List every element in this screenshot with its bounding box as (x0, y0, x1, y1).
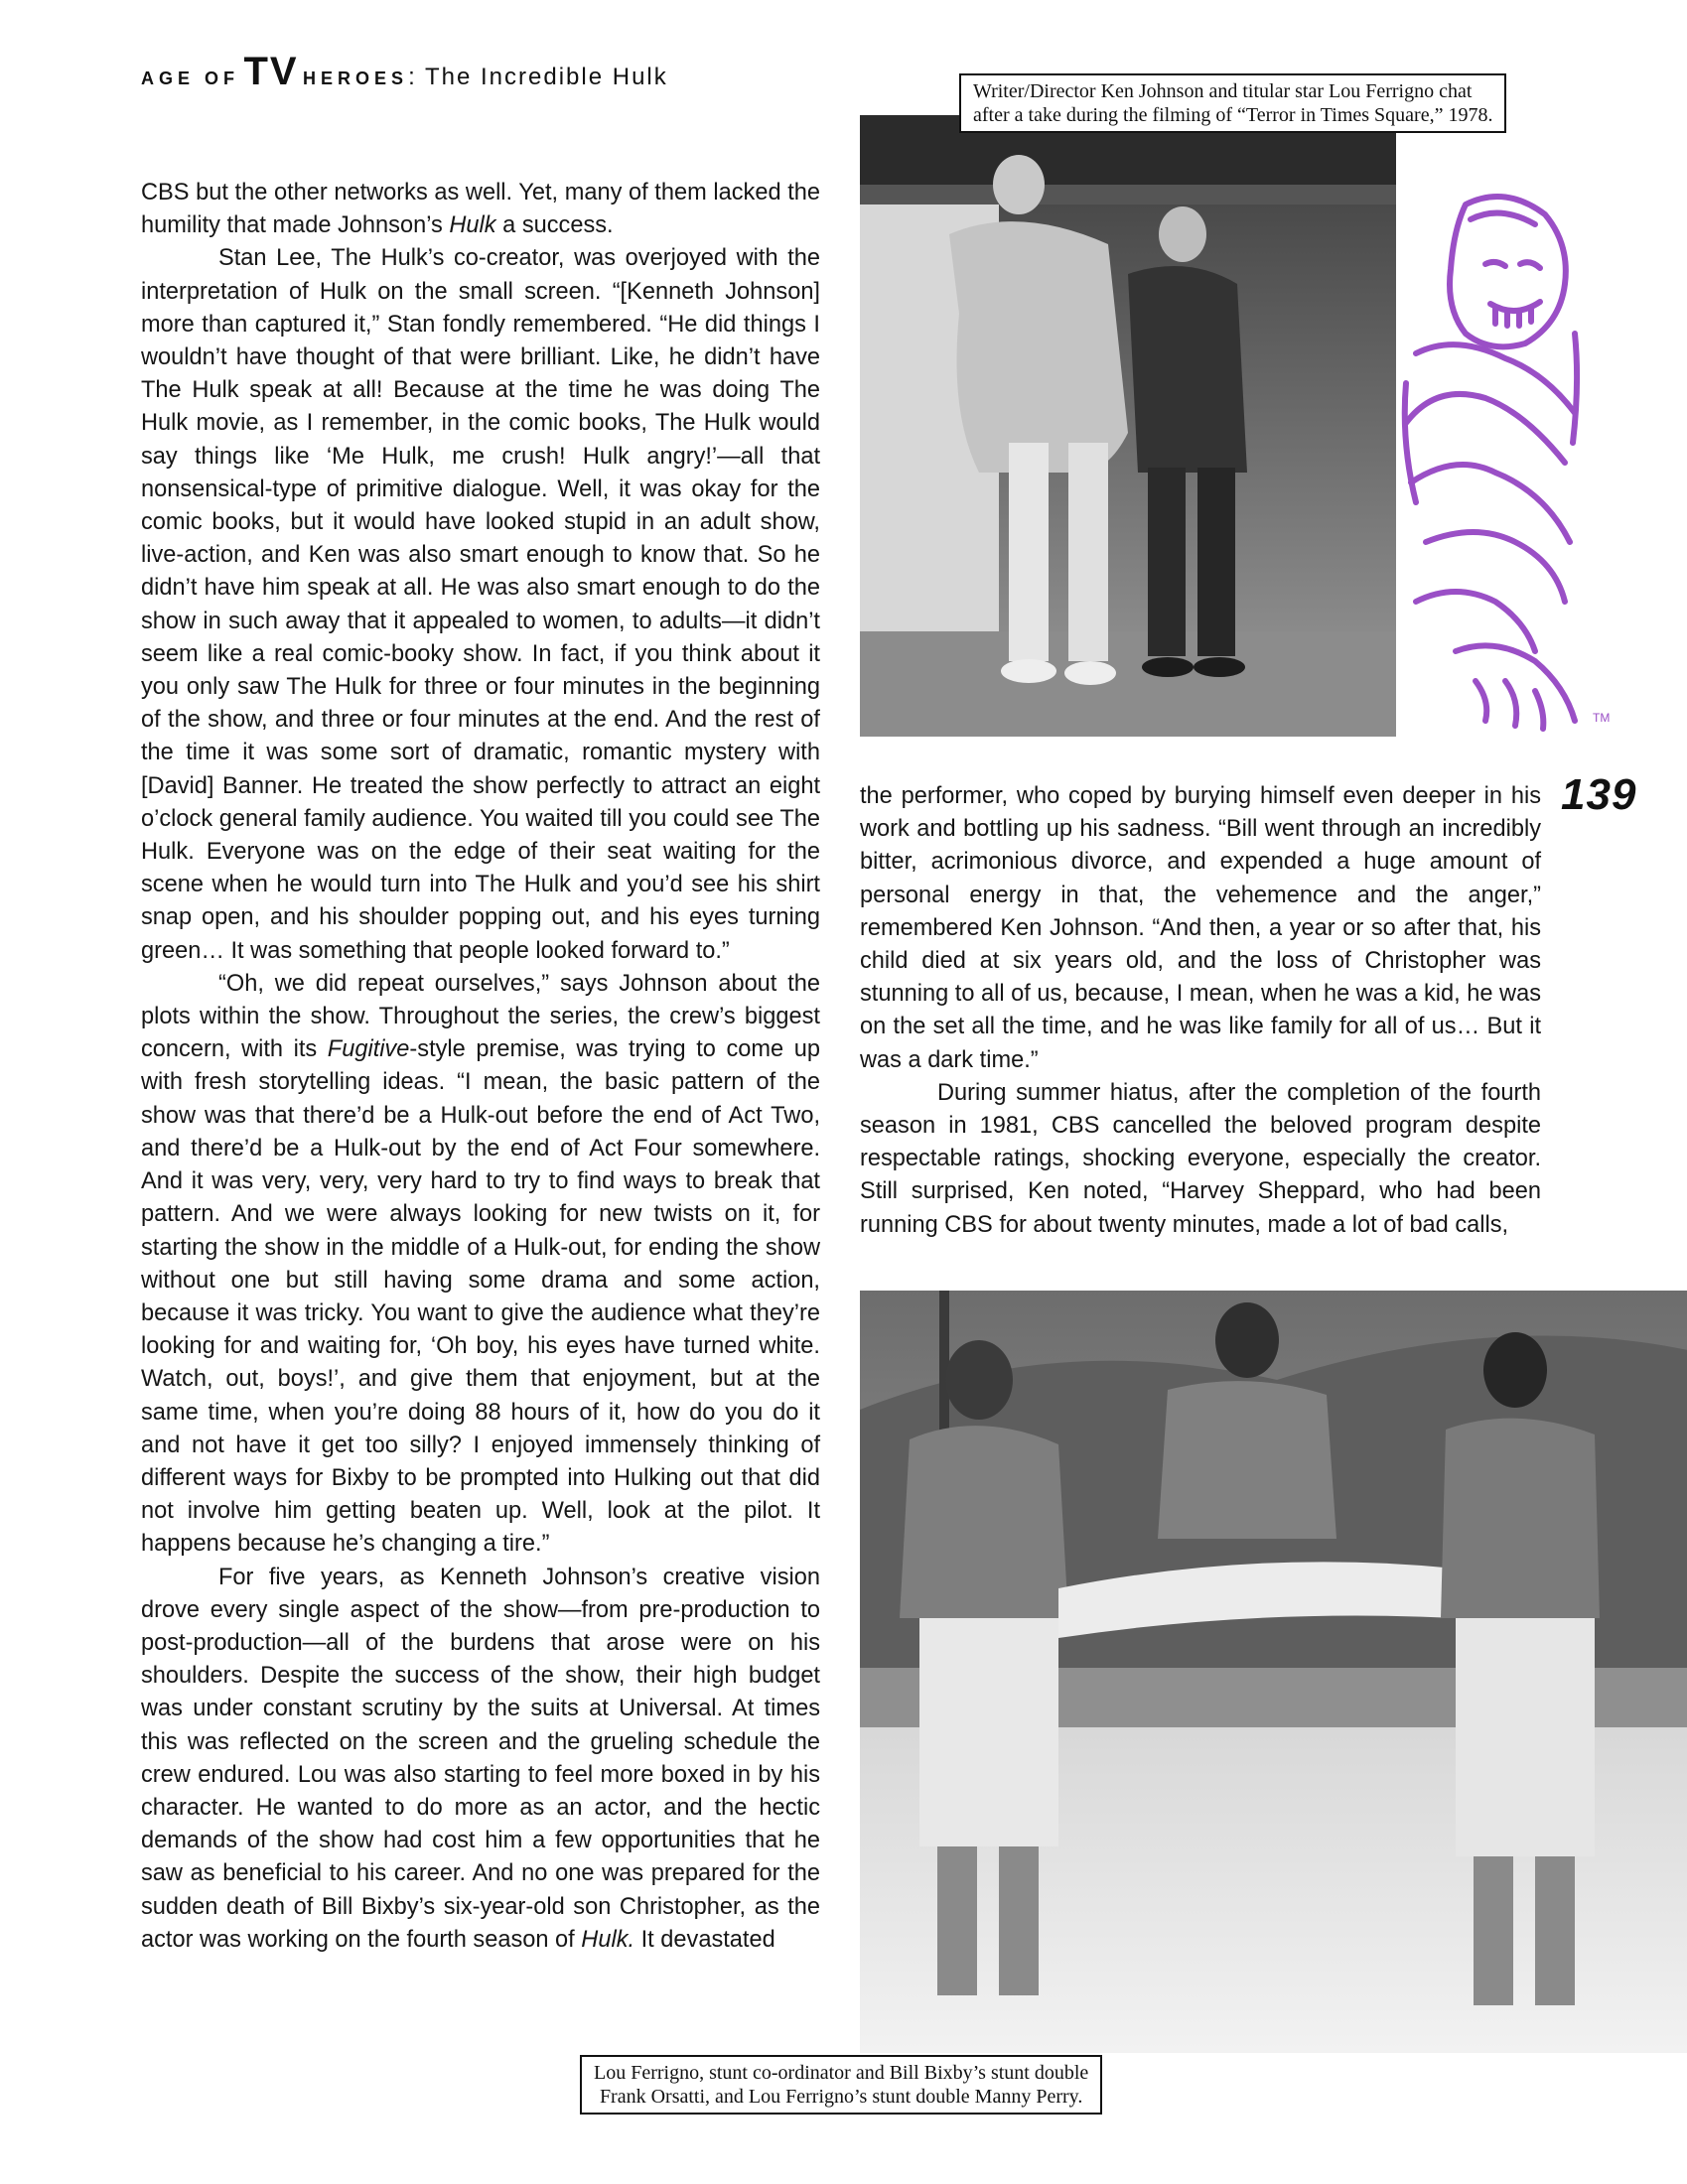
left-paragraph-2: Stan Lee, The Hulk’s co-creator, was overjoyed with the interpretation of Hulk on the small screen. “[Kenneth Johnson] more than captured it,” Stan fondly remembered. “He did things I wouldn’t have thought of that were brilliant. Like, he didn’t have The Hulk speak at all! Because at the time he was doing The Hulk movie, as I remember, in the comic books, The Hulk would say things like ‘Me Hulk, me crush! Hulk angry!’—all that nonsensical-type of primitive dialogue. Well, it was okay for the comic books, but it would have looked stupid in an adult show, live-action, and Ken was also smart enough to know that. So he didn’t have him speak at all. He was also smart enough to do the show in such away that it appealed to women, to adults—it didn’t seem like a real comic-booky show. In fact, if you think about it you only saw The Hulk for three or four minutes in the beginning of the show, and three or four minutes at the end. And the rest of the time it was some sort of dramatic, romantic mystery with [David] Banner. He treated the show perfectly to attract an eight o’clock general family audience. You waited till you could see The Hulk. Everyone was on the edge of their seat waiting for the scene when he would turn into The Hulk and you’d see his shirt snap open, and his shoulder popping out, and his eyes turning green… It was something that people looked forward to.” (141, 245, 820, 964)
header-subtitle: : The Incredible Hulk (408, 64, 668, 90)
article-right-column (860, 780, 1541, 1242)
article-left-column (141, 177, 820, 1957)
photo-ferrigno-stunt-doubles (860, 1291, 1687, 2053)
running-header (141, 50, 668, 94)
header-tv: TV (243, 50, 299, 93)
right-paragraph-2: During summer hiatus, after the completion of the fourth season in 1981, CBS cancelled the beloved program despite respectable ratings, shocking everyone, especially the creator. Still surprised, Ken noted, “Harvey Sheppard, who had been running CBS for about twenty minutes, made a lot of bad calls, (860, 1079, 1541, 1238)
page-number: 139 (1561, 770, 1637, 819)
left-paragraph-4: For five years, as Kenneth Johnson’s creative vision drove every single aspect of the show—from pre-production to post-production—all of the burdens that arose were on his shoulders. Despite the success of the show, their high budget was under constant scrutiny by the suits at Universal. At times this was reflected on the screen and the grueling schedule the crew endured. Lou was also starting to feel more boxed in by his character. He wanted to do more as an actor, and the hectic demands of the show had cost him a few opportunities that he saw as beneficial to his career. And no one was prepared for the sudden death of Bill Bixby’s six-year-old son Christopher, as the actor was working on the fourth season of Hulk. It devastated (141, 1564, 820, 1953)
left-paragraph-3: “Oh, we did repeat ourselves,” says Johnson about the plots within the show. Throughout the series, the crew’s biggest concern, with its Fugitive-style premise, was trying to come up with fresh storytelling ideas. “I mean, the basic pattern of the show was that there’d be a Hulk-out before the end of Act Two, and there’d be a Hulk-out by the end of Act Four somewhere. And it was very, very, very hard to try to find ways to break that pattern. And we were always looking for new twists on it, for starting the show in the middle of a Hulk-out, for ending the show without one but still having some drama and some action, because it was tricky. You want to give the audience what they’re looking for and waiting for, ‘Oh boy, his eyes have turned white. Watch, out, boys!’, and give them that enjoyment, but at the same time, when you’re doing 88 hours of it, how do you do it and not have it get too silly? I enjoyed immensely thinking of different ways for Bixby to be prompted into Hulking out that did not involve him getting beaten up. Well, look at the pilot. It happens because he’s changing a tire.” (141, 970, 821, 1558)
caption-bottom-line2: Frank Orsatti, and Lou Ferrigno’s stunt double Manny Perry. (599, 2086, 1083, 2108)
caption-top-line2: after a take during the filming of “Terror in Times Square,” 1978. (973, 104, 1493, 126)
trademark: TM (1593, 711, 1611, 725)
caption-top (959, 73, 1506, 133)
photo-johnson-ferrigno (860, 115, 1396, 737)
header-suffix: HEROES (303, 68, 409, 88)
hulk-illustration (1396, 185, 1585, 741)
right-paragraph-1: the performer, who coped by burying himself even deeper in his work and bottling up his sadness. “Bill went through an incredibly bitter, acrimonious divorce, and expended a huge amount of personal energy in that, the vehemence and the anger,” remembered Ken Johnson. “And then, a year or so after that, his child died at six years old, and the loss of Christopher was stunning to all of us, because, I mean, when he was a kid, he was on the set all the time, and he was like family for all of us… But it was a dark time.” (860, 783, 1541, 1073)
header-prefix: AGE OF (141, 68, 240, 88)
caption-bottom (580, 2055, 1102, 2115)
caption-bottom-line1: Lou Ferrigno, stunt co-ordinator and Bill Bixby’s stunt double (594, 2062, 1089, 2084)
caption-top-line1: Writer/Director Ken Johnson and titular star Lou Ferrigno chat (973, 80, 1473, 102)
left-paragraph-1: CBS but the other networks as well. Yet, many of them lacked the humility that made Johnson’s Hulk a success. (141, 180, 820, 239)
